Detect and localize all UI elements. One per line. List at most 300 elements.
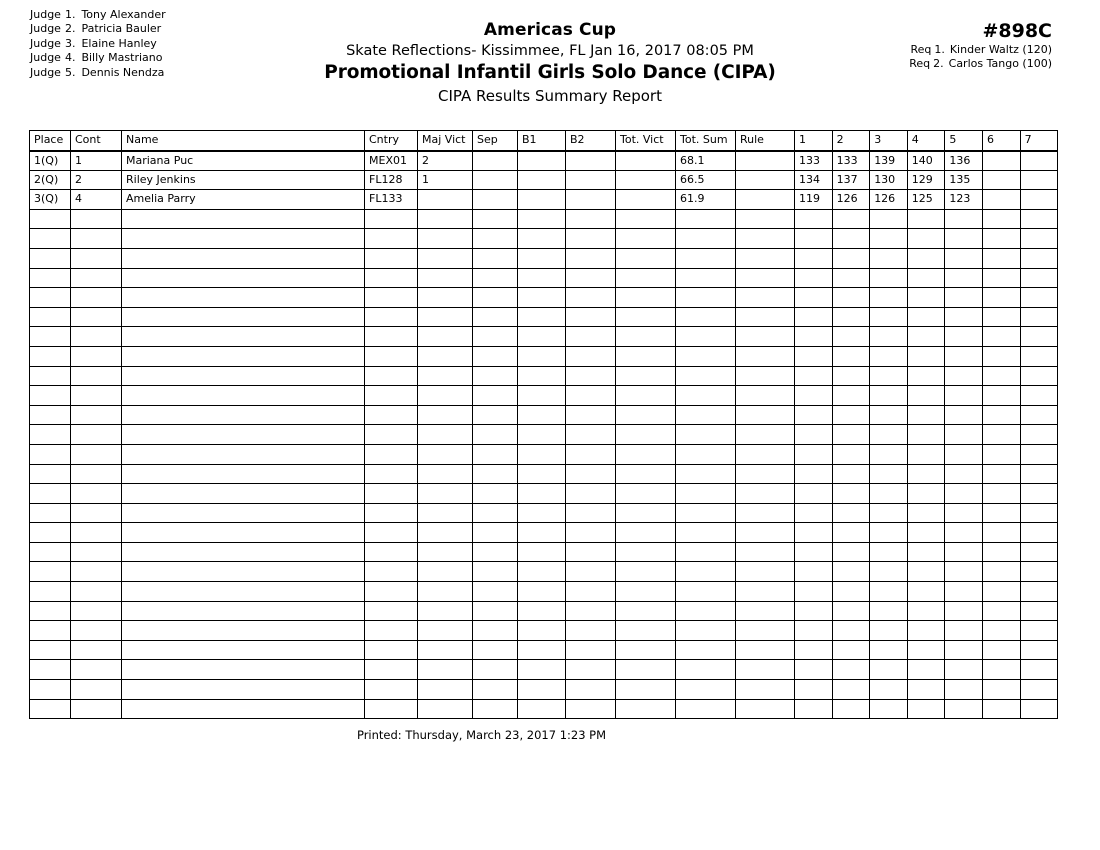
column-header-maj-vict: Maj Vict [418, 131, 473, 151]
cell-name [122, 503, 365, 523]
cell-judge-1-score [795, 288, 833, 308]
cell-tot-vict [616, 209, 676, 229]
cell-tot-vict [616, 229, 676, 249]
cell-judge-5-score [945, 268, 983, 288]
table-row-empty [30, 582, 1058, 602]
cell-tot-sum: 61.9 [676, 190, 736, 210]
cell-cont [71, 660, 122, 680]
cell-judge-3-score [870, 542, 908, 562]
cell-judge-2-score [832, 268, 870, 288]
cell-sep [473, 582, 518, 602]
cell-judge-6-score [982, 346, 1020, 366]
requirement-number: 1. [934, 43, 945, 56]
cell-judge-2-score [832, 248, 870, 268]
cell-maj-vict [418, 229, 473, 249]
cell-maj-vict: 2 [418, 151, 473, 171]
results-table-container [29, 130, 1048, 719]
cell-judge-7-score [1020, 405, 1058, 425]
cell-judge-7-score [1020, 268, 1058, 288]
cell-judge-1-score [795, 366, 833, 386]
cell-b2 [566, 386, 616, 406]
judge-name: Tony Alexander [81, 8, 166, 21]
cell-b2 [566, 660, 616, 680]
table-row-empty [30, 601, 1058, 621]
cell-judge-4-score [907, 562, 945, 582]
cell-place: 1(Q) [30, 151, 71, 171]
cell-sep [473, 346, 518, 366]
cell-tot-vict [616, 327, 676, 347]
cell-b2 [566, 288, 616, 308]
judge-list-item [30, 22, 166, 36]
cell-judge-3-score [870, 660, 908, 680]
cell-cont: 4 [71, 190, 122, 210]
cell-tot-sum [676, 582, 736, 602]
cell-b2 [566, 327, 616, 347]
cell-judge-1-score [795, 268, 833, 288]
column-header-name: Name [122, 131, 365, 151]
cell-place [30, 503, 71, 523]
cell-cntry [365, 621, 418, 641]
cell-cont [71, 288, 122, 308]
cell-b2 [566, 170, 616, 190]
cell-tot-sum [676, 444, 736, 464]
cell-judge-6-score [982, 503, 1020, 523]
cell-name [122, 660, 365, 680]
cell-tot-sum [676, 640, 736, 660]
cell-b2 [566, 444, 616, 464]
cell-sep [473, 425, 518, 445]
cell-judge-6-score [982, 562, 1020, 582]
cell-cntry [365, 405, 418, 425]
cell-judge-3-score: 130 [870, 170, 908, 190]
cell-b1 [518, 660, 566, 680]
cell-b2 [566, 190, 616, 210]
cell-rule [736, 523, 795, 543]
cell-b1 [518, 288, 566, 308]
cell-cont [71, 601, 122, 621]
cell-rule [736, 484, 795, 504]
cell-tot-sum [676, 523, 736, 543]
cell-rule [736, 268, 795, 288]
cell-judge-4-score [907, 601, 945, 621]
cell-judge-2-score [832, 346, 870, 366]
cell-judge-1-score [795, 405, 833, 425]
cell-judge-3-score [870, 601, 908, 621]
cell-judge-3-score [870, 464, 908, 484]
table-row-empty [30, 484, 1058, 504]
cell-judge-2-score: 137 [832, 170, 870, 190]
cell-tot-sum [676, 229, 736, 249]
cell-b2 [566, 268, 616, 288]
cell-tot-vict [616, 425, 676, 445]
cell-tot-sum [676, 680, 736, 700]
cell-tot-vict [616, 582, 676, 602]
cell-tot-vict [616, 307, 676, 327]
cell-judge-4-score [907, 307, 945, 327]
cell-tot-vict [616, 562, 676, 582]
column-header-tot-sum: Tot. Sum [676, 131, 736, 151]
cell-rule [736, 582, 795, 602]
cell-sep [473, 288, 518, 308]
cell-rule [736, 444, 795, 464]
cell-cont [71, 523, 122, 543]
cell-b2 [566, 248, 616, 268]
cell-rule [736, 386, 795, 406]
cell-b2 [566, 307, 616, 327]
cell-name [122, 582, 365, 602]
cell-judge-4-score [907, 366, 945, 386]
cell-judge-3-score: 139 [870, 151, 908, 171]
cell-judge-3-score [870, 209, 908, 229]
cell-judge-3-score [870, 699, 908, 719]
cell-judge-5-score [945, 562, 983, 582]
cell-place [30, 307, 71, 327]
cell-sep [473, 386, 518, 406]
judge-name: Elaine Hanley [81, 36, 157, 50]
cell-maj-vict [418, 582, 473, 602]
cell-cntry [365, 386, 418, 406]
results-table-header [30, 131, 1058, 151]
cell-cntry [365, 209, 418, 229]
cell-judge-4-score [907, 640, 945, 660]
cell-judge-4-score [907, 680, 945, 700]
cell-place [30, 444, 71, 464]
cell-tot-sum [676, 621, 736, 641]
cell-judge-1-score: 134 [795, 170, 833, 190]
cell-rule [736, 621, 795, 641]
cell-cont: 2 [71, 170, 122, 190]
cell-sep [473, 190, 518, 210]
table-row-empty [30, 346, 1058, 366]
cell-rule [736, 405, 795, 425]
cell-judge-6-score [982, 444, 1020, 464]
column-header-tot-vict: Tot. Vict [616, 131, 676, 151]
cell-b2 [566, 621, 616, 641]
cell-judge-7-score [1020, 307, 1058, 327]
cell-rule [736, 209, 795, 229]
table-row-empty [30, 523, 1058, 543]
cell-place [30, 582, 71, 602]
cell-maj-vict [418, 268, 473, 288]
cell-tot-sum: 66.5 [676, 170, 736, 190]
cell-judge-5-score [945, 444, 983, 464]
cell-b2 [566, 366, 616, 386]
cell-judge-7-score [1020, 346, 1058, 366]
cell-b1 [518, 464, 566, 484]
table-row-empty [30, 229, 1058, 249]
cell-cntry [365, 542, 418, 562]
cell-judge-1-score [795, 248, 833, 268]
cell-tot-vict [616, 248, 676, 268]
table-row-empty [30, 680, 1058, 700]
cell-judge-2-score [832, 542, 870, 562]
cell-judge-1-score [795, 425, 833, 445]
cell-judge-4-score [907, 660, 945, 680]
cell-sep [473, 621, 518, 641]
cell-judge-2-score [832, 660, 870, 680]
cell-judge-5-score [945, 405, 983, 425]
competition-title: Americas Cup [483, 20, 617, 40]
cell-judge-1-score [795, 680, 833, 700]
cell-judge-7-score [1020, 386, 1058, 406]
requirement-item [909, 43, 1052, 57]
column-header-b1: B1 [518, 131, 566, 151]
table-row-empty [30, 209, 1058, 229]
cell-judge-7-score [1020, 464, 1058, 484]
cell-sep [473, 444, 518, 464]
cell-b2 [566, 562, 616, 582]
cell-judge-1-score: 133 [795, 151, 833, 171]
cell-name [122, 640, 365, 660]
cell-judge-5-score [945, 640, 983, 660]
cell-cntry [365, 484, 418, 504]
cell-place [30, 523, 71, 543]
cell-judge-5-score [945, 621, 983, 641]
cell-cont [71, 562, 122, 582]
column-header-judge-2: 2 [832, 131, 870, 151]
cell-name [122, 562, 365, 582]
cell-maj-vict [418, 425, 473, 445]
cell-cont [71, 621, 122, 641]
cell-judge-3-score [870, 582, 908, 602]
cell-b2 [566, 229, 616, 249]
cell-judge-1-score [795, 523, 833, 543]
cell-judge-7-score [1020, 660, 1058, 680]
cell-judge-4-score [907, 288, 945, 308]
cell-b1 [518, 190, 566, 210]
table-row [30, 170, 1058, 190]
table-header-row [30, 131, 1058, 151]
cell-b1 [518, 542, 566, 562]
cell-judge-7-score [1020, 209, 1058, 229]
cell-judge-7-score [1020, 425, 1058, 445]
cell-tot-vict [616, 366, 676, 386]
cell-maj-vict [418, 190, 473, 210]
cell-judge-6-score [982, 170, 1020, 190]
cell-tot-sum [676, 601, 736, 621]
cell-place [30, 699, 71, 719]
cell-rule [736, 425, 795, 445]
cell-tot-vict [616, 444, 676, 464]
cell-judge-3-score [870, 640, 908, 660]
cell-judge-2-score [832, 425, 870, 445]
table-row-empty [30, 503, 1058, 523]
cell-judge-2-score [832, 386, 870, 406]
cell-judge-1-score [795, 386, 833, 406]
requirement-text: Carlos Tango (100) [948, 57, 1052, 70]
cell-name [122, 248, 365, 268]
table-row-empty [30, 288, 1058, 308]
cell-sep [473, 170, 518, 190]
cell-name [122, 366, 365, 386]
cell-name [122, 229, 365, 249]
cell-tot-sum [676, 248, 736, 268]
cell-judge-7-score [1020, 327, 1058, 347]
cell-judge-5-score: 135 [945, 170, 983, 190]
cell-name [122, 268, 365, 288]
cell-cont [71, 582, 122, 602]
cell-judge-2-score [832, 680, 870, 700]
cell-judge-7-score [1020, 699, 1058, 719]
judge-label: Judge [30, 36, 61, 50]
cell-judge-1-score [795, 562, 833, 582]
cell-cont [71, 503, 122, 523]
cell-judge-4-score [907, 405, 945, 425]
cell-maj-vict [418, 660, 473, 680]
cell-tot-vict [616, 542, 676, 562]
cell-tot-vict [616, 151, 676, 171]
cell-rule [736, 170, 795, 190]
cell-judge-3-score [870, 621, 908, 641]
cell-tot-vict [616, 601, 676, 621]
cell-name [122, 542, 365, 562]
cell-judge-5-score [945, 680, 983, 700]
cell-tot-vict [616, 523, 676, 543]
cell-maj-vict [418, 366, 473, 386]
judge-number: 1. [64, 8, 76, 21]
cell-b1 [518, 699, 566, 719]
cell-tot-sum [676, 346, 736, 366]
cell-tot-sum [676, 268, 736, 288]
cell-name [122, 484, 365, 504]
cell-maj-vict [418, 248, 473, 268]
cell-judge-5-score [945, 503, 983, 523]
cell-judge-1-score [795, 503, 833, 523]
cell-judge-3-score [870, 366, 908, 386]
cell-maj-vict [418, 405, 473, 425]
cell-judge-2-score [832, 699, 870, 719]
cell-place [30, 229, 71, 249]
judge-number: 3. [64, 36, 76, 50]
cell-maj-vict [418, 523, 473, 543]
cell-tot-vict [616, 405, 676, 425]
cell-judge-3-score [870, 562, 908, 582]
cell-tot-sum [676, 542, 736, 562]
cell-cntry [365, 562, 418, 582]
cell-cntry [365, 229, 418, 249]
cell-judge-2-score [832, 621, 870, 641]
cell-sep [473, 229, 518, 249]
cell-judge-7-score [1020, 601, 1058, 621]
table-row-empty [30, 464, 1058, 484]
cell-cntry [365, 327, 418, 347]
cell-tot-vict [616, 484, 676, 504]
requirement-label: Req [910, 43, 932, 56]
cell-sep [473, 601, 518, 621]
judge-list-item [30, 37, 166, 51]
cell-rule [736, 640, 795, 660]
requirement-number: 2. [933, 57, 944, 70]
cell-judge-1-score [795, 640, 833, 660]
cell-judge-4-score [907, 248, 945, 268]
cell-place [30, 562, 71, 582]
cell-judge-7-score [1020, 562, 1058, 582]
cell-judge-1-score [795, 444, 833, 464]
table-row-empty [30, 660, 1058, 680]
judge-label: Judge [30, 8, 61, 21]
cell-tot-sum [676, 405, 736, 425]
cell-cntry [365, 346, 418, 366]
cell-cont [71, 386, 122, 406]
cell-name [122, 346, 365, 366]
cell-b1 [518, 151, 566, 171]
cell-judge-2-score [832, 405, 870, 425]
cell-judge-7-score [1020, 170, 1058, 190]
cell-name [122, 405, 365, 425]
cell-judge-1-score [795, 699, 833, 719]
cell-rule [736, 288, 795, 308]
cell-sep [473, 327, 518, 347]
cell-name [122, 621, 365, 641]
column-header-b2: B2 [566, 131, 616, 151]
cell-b1 [518, 170, 566, 190]
cell-judge-6-score [982, 601, 1020, 621]
cell-judge-3-score [870, 229, 908, 249]
cell-b1 [518, 248, 566, 268]
cell-tot-sum [676, 484, 736, 504]
cell-maj-vict [418, 327, 473, 347]
cell-tot-vict [616, 386, 676, 406]
cell-judge-1-score [795, 209, 833, 229]
cell-sep [473, 503, 518, 523]
cell-judge-5-score [945, 660, 983, 680]
cell-place [30, 621, 71, 641]
column-header-judge-5: 5 [945, 131, 983, 151]
cell-tot-sum [676, 327, 736, 347]
requirement-item [909, 57, 1052, 71]
cell-judge-5-score [945, 386, 983, 406]
cell-place [30, 327, 71, 347]
cell-judge-4-score [907, 503, 945, 523]
cell-judge-5-score [945, 327, 983, 347]
cell-maj-vict [418, 307, 473, 327]
cell-place [30, 288, 71, 308]
cell-judge-4-score [907, 229, 945, 249]
column-header-judge-7: 7 [1020, 131, 1058, 151]
cell-maj-vict [418, 503, 473, 523]
cell-maj-vict [418, 484, 473, 504]
cell-judge-4-score [907, 327, 945, 347]
cell-cntry: MEX01 [365, 151, 418, 171]
cell-name [122, 444, 365, 464]
cell-rule [736, 307, 795, 327]
results-table-body [30, 151, 1058, 719]
judge-label: Judge [30, 22, 61, 36]
cell-judge-3-score [870, 386, 908, 406]
cell-rule [736, 680, 795, 700]
cell-place [30, 209, 71, 229]
cell-name [122, 386, 365, 406]
cell-judge-6-score [982, 386, 1020, 406]
cell-sep [473, 405, 518, 425]
cell-rule [736, 660, 795, 680]
column-header-judge-1: 1 [795, 131, 833, 151]
cell-judge-4-score [907, 386, 945, 406]
cell-place [30, 660, 71, 680]
cell-judge-7-score [1020, 542, 1058, 562]
cell-judge-1-score [795, 346, 833, 366]
cell-judge-3-score [870, 425, 908, 445]
cell-judge-4-score [907, 621, 945, 641]
judge-list-item [30, 8, 166, 22]
table-row-empty [30, 268, 1058, 288]
cell-place [30, 248, 71, 268]
cell-tot-vict [616, 503, 676, 523]
report-header [170, 20, 930, 107]
cell-place [30, 484, 71, 504]
cell-place: 3(Q) [30, 190, 71, 210]
cell-judge-4-score [907, 699, 945, 719]
